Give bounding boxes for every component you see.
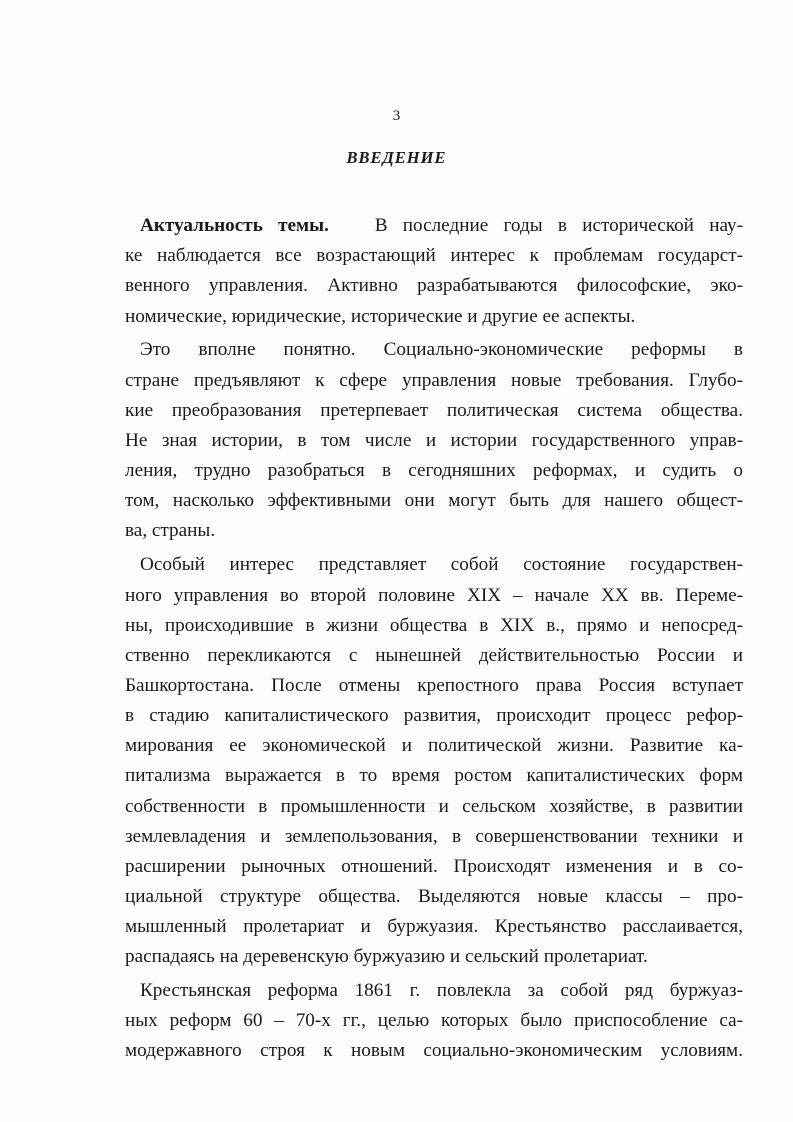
- text-line: Не зная истории, в том числе и истории государственного управ-: [125, 430, 743, 451]
- text-line: ны, происходившие в жизни общества в XIX в., прямо и непосред-: [125, 615, 743, 636]
- text-line: собственности в промышленности и сельском хозяйстве, в развитии: [125, 796, 743, 817]
- text-line: расширении рыночных отношений. Происходят изменения и в со-: [125, 856, 743, 877]
- text-line: распадаясь на деревенскую буржуазию и сельский пролетариат.: [125, 946, 648, 967]
- text-line: ственно перекликаются с нынешней действительностью России и: [125, 645, 743, 666]
- text-line: мышленный пролетариат и буржуазия. Крестьянство расслаивается,: [125, 916, 743, 937]
- text-line: В последние годы в исторической нау-: [374, 215, 743, 236]
- page-number: 3: [392, 108, 401, 124]
- text-line: Особый интерес представляет собой состояние государствен-: [140, 554, 743, 575]
- lead-label: Актуальность темы.: [140, 215, 329, 236]
- text-line: землевладения и землепользования, в совершенствовании техники и: [125, 826, 743, 847]
- text-line: стране предъявляют к сфере управления новые требования. Глубо-: [125, 370, 743, 391]
- text-line: циальной структуре общества. Выделяются новые классы – про-: [125, 886, 743, 907]
- text-line: венного управления. Активно разрабатываются философские, эко-: [125, 275, 743, 296]
- text-line: ного управления во второй половине XIX – начале XX вв. Переме-: [125, 585, 743, 606]
- text-line: модержавного строя к новым социально-экономическим условиям.: [125, 1040, 743, 1061]
- text-line: Крестьянская реформа 1861 г. повлекла за собой ряд буржуаз-: [140, 980, 743, 1001]
- text-line: кие преобразования претерпевает политическая система общества.: [125, 400, 743, 421]
- text-line: том, насколько эффективными они могут быть для нашего общест-: [125, 490, 743, 511]
- text-line: в стадию капиталистического развития, происходит процесс рефор-: [125, 705, 743, 726]
- text-line: номические, юридические, исторические и другие ее аспекты.: [125, 306, 636, 327]
- text-line: ке наблюдается все возрастающий интерес к проблемам государст-: [125, 245, 743, 266]
- text-line: Башкортостана. После отмены крепостного права Россия вступает: [125, 675, 743, 696]
- text-line: ных реформ 60 – 70-х гг., целью которых было приспособление са-: [125, 1010, 743, 1031]
- text-line: питализма выражается в то время ростом капиталистических форм: [125, 765, 743, 786]
- text-line: мирования ее экономической и политической жизни. Развитие ка-: [125, 735, 743, 756]
- text-line: ва, страны.: [125, 520, 216, 541]
- section-heading: ВВЕДЕНИЕ: [346, 148, 447, 167]
- text-line: Это вполне понятно. Социально-экономические реформы в: [140, 339, 743, 360]
- text-line-first: [140, 214, 743, 238]
- text-line: ления, трудно разобраться в сегодняшних реформах, и судить о: [125, 460, 743, 481]
